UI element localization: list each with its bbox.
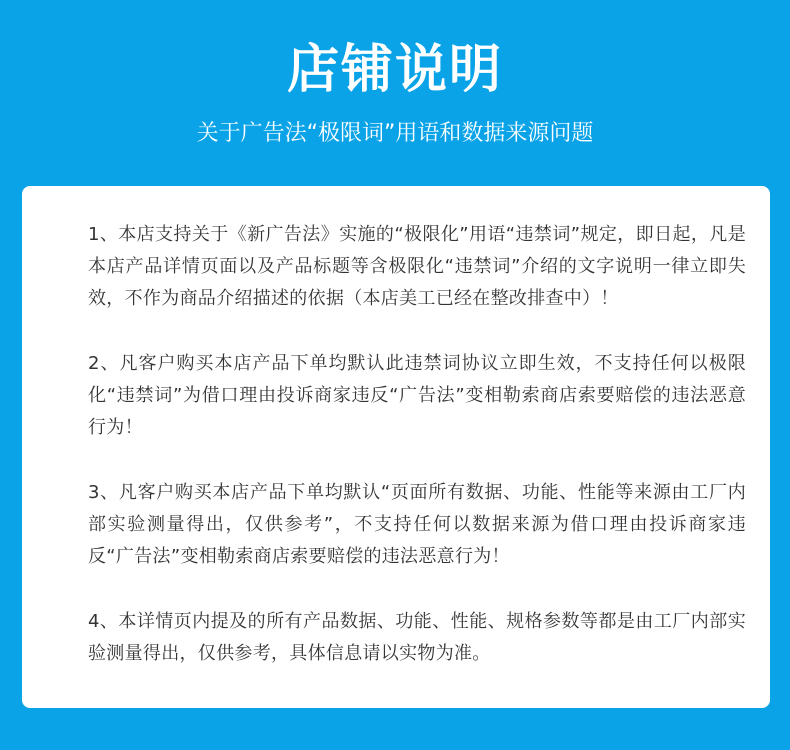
notice-paragraph-1: 1、本店支持关于《新广告法》实施的“极限化”用语“违禁词”规定，即日起，凡是本店产品详情页面以及产品标题等含极限化“违禁词”介绍的文字说明一律立即失效，不作为商品介绍描述的依据（本店美工已经在整改排查中）！ (88, 224, 746, 309)
notice-paragraph-3: 3、凡客户购买本店产品下单均默认“页面所有数据、功能、性能等来源由工厂内部实验测量得出，仅供参考”，不支持任何以数据来源为借口理由投诉商家违反“广告法”变相勒索商店索要赔偿的违法恶意行为！ (88, 482, 746, 567)
notice-paragraph-4: 4、本详情页内提及的所有产品数据、功能、性能、规格参数等都是由工厂内部实验测量得出，仅供参考，具体信息请以实物为准。 (88, 611, 746, 664)
page-subtitle: 关于广告法“极限词”用语和数据来源问题 (196, 121, 594, 146)
notice-card (22, 186, 770, 708)
notice-paragraph-2: 2、凡客户购买本店产品下单均默认此违禁词协议立即生效，不支持任何以极限化“违禁词”为借口理由投诉商家违反“广告法”变相勒索商店索要赔偿的违法恶意行为！ (88, 353, 746, 438)
page-title: 店铺说明 (286, 40, 503, 100)
